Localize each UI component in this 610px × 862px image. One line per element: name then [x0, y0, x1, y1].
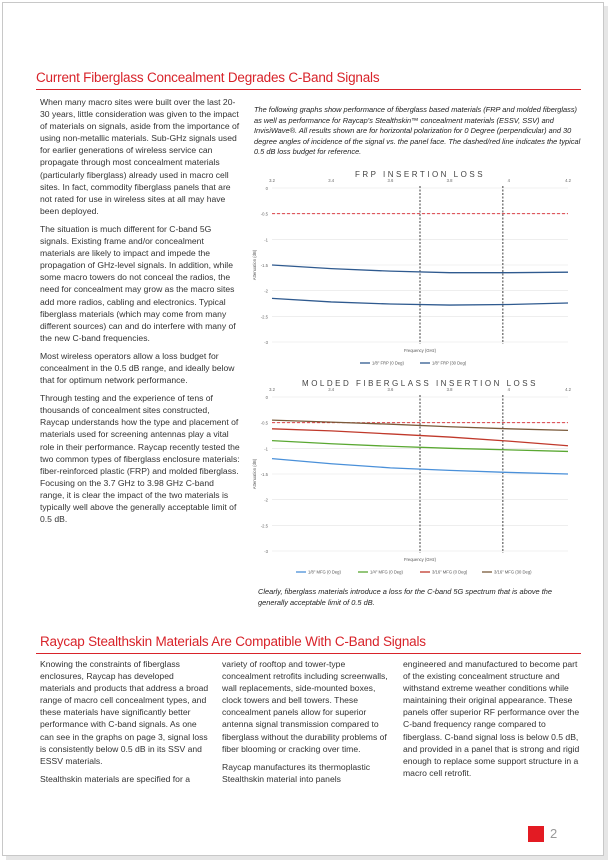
y-tick-label: -3 [264, 340, 268, 345]
legend-label: 1/8" FRP (30 Deg) [432, 360, 467, 366]
x-tick-label: 4.2 [565, 178, 571, 183]
chart-title: MOLDED FIBERGLASS INSERTION LOSS [302, 379, 538, 388]
chart-intro-caption: The following graphs show performance of fiberglass based materials (FRP and molded fiberglass) as well as performance for Raycap's Stealthskin™ concealment materials (ESSV, SSV) and InvisiWave®. All results shown are for horizontal polarization for 0 Degree (perpendicular) and 30 degree angles of incidence of the signal vs. the panel face. The dashed/red line indicates the typical 0.5 dB loss budget for reference. [254, 105, 581, 156]
legend-label: 1/8" MFG (0 Deg) [308, 569, 341, 575]
paragraph: The situation is much different for C-band 5G signals. Existing frame and/or concealment materials are likely to impact and impede the propagation of GHz-level signals. In addition, while some macro towers do not conceal the radios, the need for concealment may grow as the macro sites add more radios, cabling and electronics. Typical fiberglass materials (which may come from many different sources) can and do interfere with many of the new C-band frequencies. [40, 223, 236, 343]
x-axis-label: Frequency (GHz) [403, 557, 437, 562]
chart-title: FRP INSERTION LOSS [354, 170, 486, 179]
left-column [40, 96, 240, 531]
y-tick-label: 0 [265, 186, 268, 191]
y-tick-label: -1.5 [260, 263, 268, 268]
paragraph: variety of rooftop and tower-type concealment retrofits including screenwalls, wall replacements, side-mounted boxes, clock towers and bell towers. These concealment panels allow for superior antenna signal transmission compared to fiberglass without the durability problems of fiber blooming or cracking over time. [222, 659, 388, 754]
footer-accent-square [528, 826, 544, 842]
legend-label: 1/4" MFG (0 Deg) [370, 569, 403, 575]
bottom-column-1 [40, 658, 210, 791]
molded-fiberglass-insertion-loss-chart [250, 375, 585, 580]
x-tick-label: 3.8 [446, 178, 453, 183]
heading-rule [36, 89, 581, 90]
paragraph: Most wireless operators allow a loss budget for concealment in the 0.5 dB range, and ideally below that for optimum network performance. [40, 350, 235, 386]
paragraph: Knowing the constraints of fiberglass enclosures, Raycap has developed materials and products that address a broad range of macro cell concealment types, and these materials have significantly better performance with C-band signals. As one can see in the graphs on page 3, signal loss is consistently below 0.5 dB in its SSV and ESSV materials. [40, 659, 209, 766]
series-line [272, 265, 568, 273]
x-axis-label: Frequency (GHz) [403, 348, 437, 353]
paragraph: Raycap manufactures its thermoplastic Stealthskin material into panels [222, 761, 371, 784]
y-tick-label: 0 [265, 395, 268, 400]
legend-label: 3/16" MFG (0 Deg) [432, 569, 468, 575]
chart-bottom-caption: Clearly, fiberglass materials introduce a loss for the C-band 5G spectrum that is above the generally acceptable limit of 0.5 dB. [258, 587, 552, 607]
x-tick-label: 4.2 [565, 387, 571, 392]
y-tick-label: -2.5 [260, 523, 268, 529]
page-number: 2 [550, 826, 558, 841]
y-tick-label: -2 [264, 497, 268, 503]
series-line [272, 420, 568, 430]
x-tick-label: 3.6 [387, 178, 394, 183]
bottom-column-3 [403, 658, 581, 785]
bottom-column-2 [222, 658, 394, 791]
y-axis-label: Attenuation (dB) [252, 458, 257, 490]
heading-rule [36, 653, 581, 654]
frp-insertion-loss-chart [250, 166, 585, 371]
x-tick-label: 3.6 [387, 387, 394, 392]
legend-label: 1/8" FRP (0 Deg) [372, 360, 404, 366]
x-tick-label: 3.8 [446, 387, 453, 392]
paragraph: engineered and manufactured to become part of the existing concealment structure and withstand extreme weather conditions while maintaining their original appearance. These panels offer superior RF performance over the C-band frequency range compared to fiberglass. C-band signal loss is below 0.5 dB, and provided in a panel that is strong and rigid enough to replace some support structure in a macro cell retrofit. [403, 659, 580, 778]
x-tick-label: 3.2 [269, 178, 275, 183]
paragraph: Stealthskin materials are specified for a [40, 773, 190, 784]
y-tick-label: -0.5 [260, 211, 268, 217]
legend-label: 3/16" MFG (30 Deg) [494, 569, 532, 575]
y-tick-label: -3 [264, 549, 268, 554]
section-heading-stealthskin: Raycap Stealthskin Materials Are Compatible With C-Band Signals [40, 634, 426, 649]
x-tick-label: 3.4 [328, 387, 335, 392]
y-tick-label: -1 [264, 237, 268, 243]
paragraph: Through testing and the experience of tens of thousands of concealment sites constructed, Raycap understands how the type and placement of materials used for screening antennas play a vital role in their performance. Raycap recently tested the two common types of fiberglass enclosure materials: fiber-reinforced plastic (FRP) and molded fiberglass. Focusing on the 3.7 GHz to 3.98 GHz C-band range, it is clear the impact of the two materials is typically well above the generally acceptable limit of 0.5 dB. [40, 393, 240, 525]
x-tick-label: 3.4 [328, 178, 335, 183]
paragraph: When many macro sites were built over the last 20-30 years, little consideration was given to the impact of materials on signals, aside from the importance of using non-metallic materials. Sub-GHz signals used for earlier generations of wireless service can propagate through most concealment materials (particularly fiberglass) already used in macro cell sites. In fact, commodity fiberglass panels that are not rated for use in wireless sites at all may have been deployed. [40, 97, 240, 216]
y-axis-label: Attenuation (dB) [252, 249, 257, 281]
y-tick-label: -1.5 [260, 472, 268, 477]
y-tick-label: -2 [264, 288, 268, 294]
x-tick-label: 4 [507, 387, 510, 392]
y-tick-label: -1 [264, 446, 268, 452]
section-heading-fiberglass: Current Fiberglass Concealment Degrades C-Band Signals [36, 70, 380, 85]
y-tick-label: -0.5 [260, 420, 268, 426]
x-tick-label: 4 [507, 178, 510, 183]
y-tick-label: -2.5 [260, 314, 268, 320]
x-tick-label: 3.2 [269, 387, 275, 392]
